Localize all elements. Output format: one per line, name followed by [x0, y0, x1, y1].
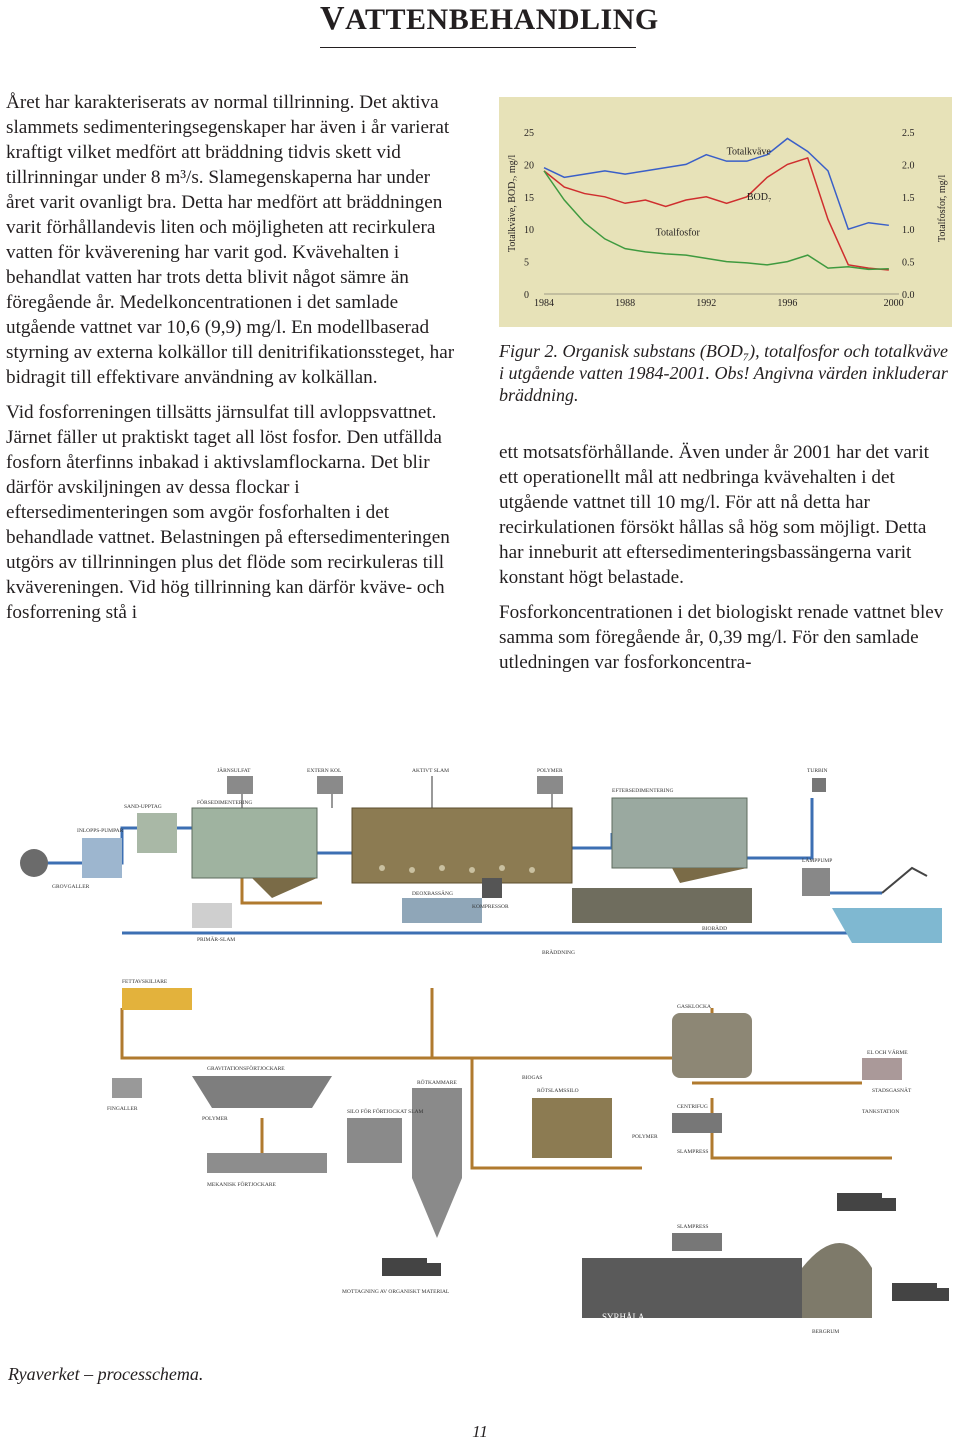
chemical-lines [242, 776, 552, 808]
syrhala [582, 1258, 802, 1318]
chart-ytick: 0 [524, 290, 529, 301]
slampress [672, 1233, 722, 1251]
label-forsedimentering: FÖRSEDIMENTERING [197, 800, 253, 806]
line-chart [499, 97, 952, 327]
right-paragraph-1: ett motsatsförhållande. Även under år 2001 har det varit ett operationellt mål att nedbringa kvävehalten i det utgående vattnet till 10 mg/l. För att nå detta har recirkulationen försökt hållas så hög som möjligt. Detta har inneburit att eftersedimenteringsbassängerna varit konstant högt belastade. [499, 442, 929, 588]
series-label: Totalkväve [726, 146, 771, 158]
sandupptag [137, 813, 177, 853]
label-extern-kol: EXTERN KOL [307, 768, 342, 774]
chart-ytick: 10 [524, 225, 534, 237]
label-kompressor: KOMPRESSOR [472, 904, 509, 910]
label-rotkammare: RÖTKAMMARE [417, 1080, 457, 1086]
label-inloppspumpar: INLOPPS-PUMPAR [77, 828, 124, 834]
label-biobadd: BIOBÄDD [702, 926, 728, 932]
label-turbin: TURBIN [807, 768, 828, 774]
eftersedimentering-basin [612, 798, 747, 868]
page-number: 11 [472, 1422, 488, 1441]
fingaller-icon [112, 1078, 142, 1098]
rotslamsilo [532, 1098, 612, 1158]
gravitationsfortjockare [192, 1076, 332, 1108]
chart-y2tick: 2.5 [902, 128, 915, 139]
chart-ytick: 5 [524, 257, 529, 269]
label-mekanisk-fortjockare: MEKANISK FÖRTJOCKARE [207, 1182, 276, 1188]
fettavskiljare [122, 988, 192, 1010]
label-lampump: LÄMPPUMP [802, 858, 833, 864]
chart-ytick: 20 [524, 160, 534, 172]
label-braddning: BRÄDDNING [542, 950, 575, 956]
label-syrhala: SYRHÅLA [602, 1312, 645, 1322]
figure-caption: Figur 2. Organisk substans (BOD₇), totalfosfor och totalkväve i utgående vatten 1984-2001. Obs! Angivna värden inkluderar bräddning. [499, 341, 949, 405]
extern-kol-tank [317, 776, 343, 794]
series-line-BOD₇ [544, 158, 889, 270]
label-gravitationsfortjockare: GRAVITATIONSFÖRTJOCKARE [207, 1066, 285, 1072]
chart-y2tick: 1.5 [902, 192, 915, 204]
primarslam [192, 903, 232, 928]
label-aktivt-slam: AKTIVT SLAM [412, 768, 450, 774]
label-sandupptag: SAND-UPPTAG [124, 804, 162, 810]
deoxbassang [402, 898, 482, 923]
right-column [499, 440, 951, 685]
label-deoxbassang: DEOXBASSÄNG [412, 891, 453, 897]
chart-y2tick: 0.0 [902, 290, 915, 301]
chart-xtick: 2000 [883, 298, 904, 309]
label-bergrum: BERGRUM [812, 1329, 840, 1335]
aktivt-slam-basin [352, 808, 572, 883]
series-label: BOD₇ [746, 192, 772, 204]
label-slampress-top: SLAMPRESS [677, 1149, 709, 1155]
alv-outlet [832, 908, 942, 943]
chart-xtick: 1984 [534, 298, 554, 309]
kompressor-icon [482, 878, 502, 898]
label-rotslamsilo: RÖTSLAMSSILO [537, 1088, 579, 1094]
gasklocka [672, 1013, 752, 1078]
label-primarslam: PRIMÄR-SLAM [197, 937, 236, 943]
silo-fortjockat [347, 1118, 402, 1163]
left-paragraph-2: Vid fosforreningen tillsätts järnsulfat till avloppsvattnet. Järnet fäller ut praktiskt taget all löst fosfor. Den utfällda fosforn återfinns inbakad i aktivslamflockarna. Det blir därför avskiljningen av dessa flockar i eftersedimenteringen som avgör fosforhalten i det behandlade vattnet. Belastningen på eftersedimenteringen utgörs av tillrinningen plus det flöde som recirkuleras till kvävereningen. Vid hög tillrinning kan därför kväve- och fosforrening stå i [6, 402, 450, 623]
label-centrifug: CENTRIFUG [677, 1104, 708, 1110]
jarnsulfat-tank [227, 776, 253, 794]
label-polymer-mid: POLYMER [202, 1116, 228, 1122]
left-column [6, 90, 460, 635]
chart-y2tick: 0.5 [902, 257, 915, 269]
sludge-pipes [122, 878, 892, 1168]
inloppspumpar [82, 838, 122, 878]
process-schema [12, 758, 954, 1354]
bergrum [802, 1243, 872, 1318]
label-fettavskiljare: FETTAVSKILJARE [122, 979, 168, 985]
label-el-och-varme: EL OCH VÄRME [867, 1050, 908, 1056]
centrifug [672, 1113, 722, 1133]
label-biogas: BIOGAS [522, 1075, 543, 1081]
label-jarnsulfat: JÄRNSULFAT [217, 768, 251, 774]
title-rule [320, 47, 636, 48]
chart-y2tick: 2.0 [902, 160, 915, 172]
chart-y2label: Totalfosfor, mg/l [937, 174, 948, 242]
label-tankstation: TANKSTATION [862, 1109, 900, 1115]
label-mottagning: MOTTAGNING AV ORGANISKT MATERIAL [342, 1289, 450, 1295]
label-grovgaller: GROVGALLER [52, 884, 90, 890]
label-slampress-low: SLAMPRESS [677, 1224, 709, 1230]
turbin-icon [812, 778, 826, 792]
label-polymer-top: POLYMER [537, 768, 563, 774]
chart-xtick: 1988 [615, 298, 636, 309]
schema-caption: Ryaverket – processchema. [8, 1364, 204, 1384]
series-line-Totalfosfor [544, 171, 889, 269]
el-och-varme [862, 1058, 902, 1080]
left-paragraph-1: Året har karakteriserats av normal tillrinning. Det aktiva slammets sedimenteringsegenskaper har även i år varierat kraftigt vilket medfört att bräddning tidvis skett vid tillrinningar under 8 m³/s. Slamegenskaperna har under året varit ovanligt bra. Detta har medfört att bräddningen varit förhållandevis liten och möjligheten att recirkulera vatten för kväverening har varit god. Kvävehalten i behandlat vatten har trots detta blivit något sämre än föregående år. Medelkoncentrationen i det samlade utgående vattnet var 10,6 (9,9) mg/l. En modellbaserad styrning av externa kolkällor till denitrifikationssteget, har bidragit till effektivare användning av kolkällan. [6, 92, 455, 388]
label-fingaller: FINGALLER [107, 1106, 138, 1112]
chart-y2tick: 1.0 [902, 225, 915, 237]
biobadd [572, 888, 752, 923]
series-label: Totalfosfor [655, 227, 700, 239]
series-line-Totalkväve [544, 138, 889, 229]
chart-ytick: 15 [524, 192, 534, 204]
page-title: VATTENBEHANDLING [320, 0, 659, 37]
forsedimentering-basin [192, 808, 317, 878]
chart-svg [499, 97, 952, 327]
right-paragraph-2: Fosforkoncentrationen i det biologiskt renade vattnet blev samma som föregående år, 0,39 mg/l. För den samlade utledningen var fosforkoncentra- [499, 602, 944, 673]
label-polymer-low: POLYMER [632, 1134, 658, 1140]
chart-xtick: 1996 [777, 298, 798, 309]
chart-xtick: 1992 [696, 298, 717, 309]
grovgaller-icon [20, 849, 48, 877]
polymer-tank-top [537, 776, 563, 794]
mekanisk-fortjockare [207, 1153, 327, 1173]
lampump-icon [802, 868, 830, 896]
label-gasklocka: GASKLOCKA [677, 1004, 711, 1010]
process-schema-diagram [12, 758, 954, 1354]
chart-ylabel: Totalkväve, BOD₇, mg/l [507, 154, 518, 252]
chart-ytick: 25 [524, 128, 534, 139]
label-stadsgasnat: STADSGASNÄT [872, 1088, 912, 1094]
label-eftersedimentering: EFTERSEDIMENTERING [612, 788, 674, 794]
label-silo-fortjockat: SILO FÖR FÖRTJOCKAT SLAM [347, 1109, 424, 1115]
